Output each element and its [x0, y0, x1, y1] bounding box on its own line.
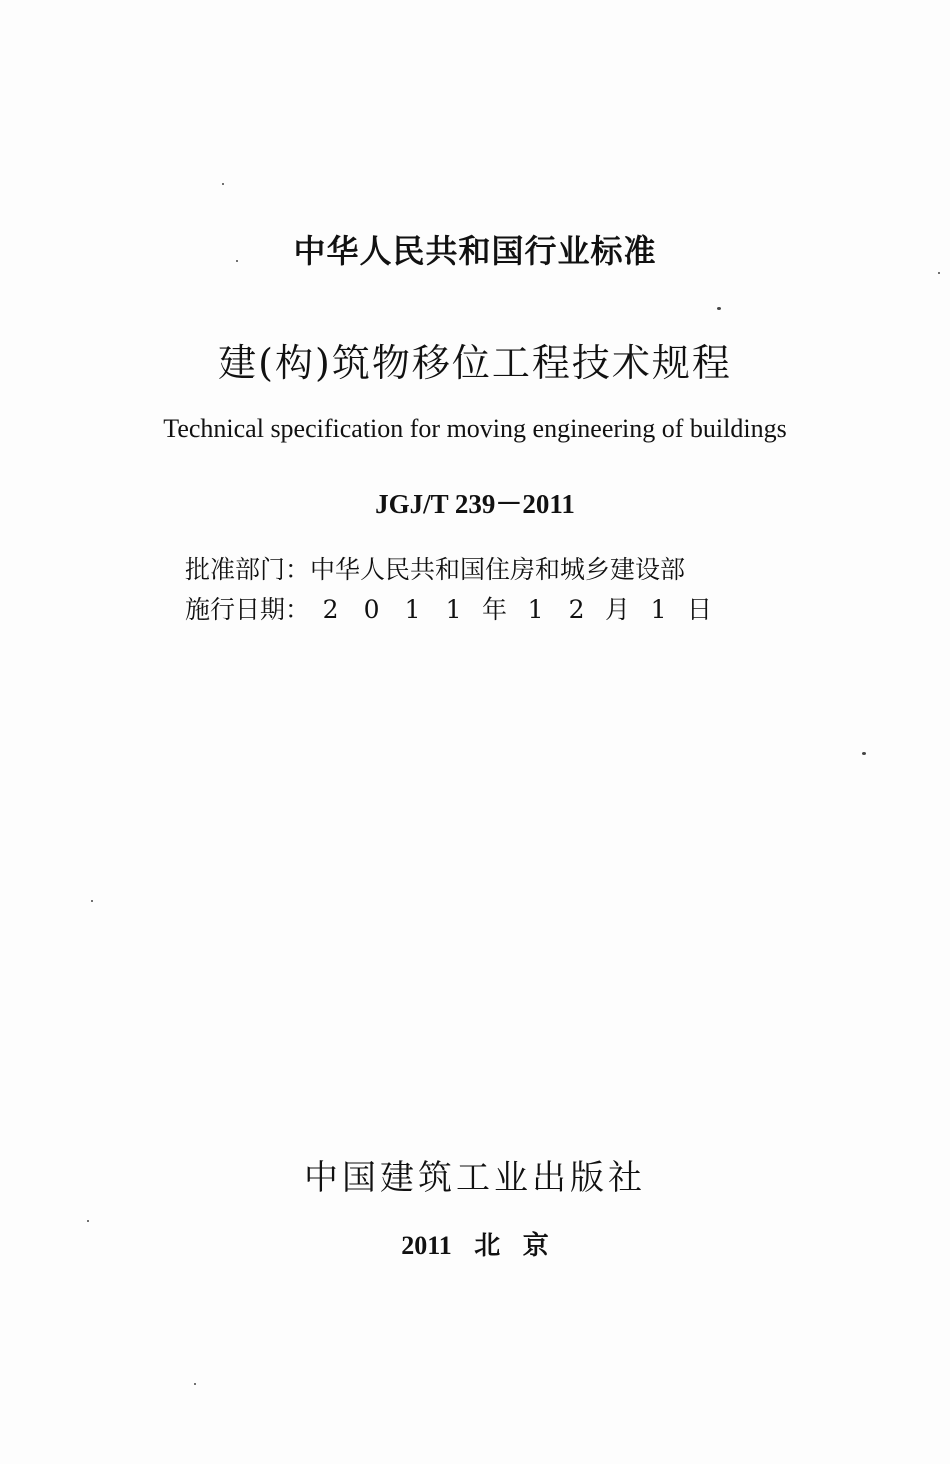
scan-speck — [236, 260, 238, 262]
standard-code: JGJ/T 239－2011 — [375, 489, 575, 519]
effective-date-glyph: 1 — [650, 595, 667, 624]
title-english: Technical specification for moving engineering of buildings — [163, 414, 787, 443]
scan-speck — [222, 183, 224, 185]
scan-speck — [91, 900, 93, 902]
scan-speck — [717, 307, 721, 310]
scan-speck — [862, 752, 866, 755]
approval-department-label: 批准部门： — [185, 555, 311, 584]
scan-speck — [194, 1383, 196, 1385]
effective-date-glyph: 年 — [482, 595, 508, 624]
effective-date-glyph: 日 — [687, 595, 713, 624]
effective-date-glyph: 月 — [605, 595, 631, 624]
publisher-name: 中国建筑工业出版社 — [304, 1158, 646, 1198]
scan-speck — [87, 1220, 89, 1222]
effective-date-glyph: 2 — [322, 595, 339, 624]
approval-department-value: 中华人民共和国住房和城乡建设部 — [310, 555, 686, 584]
publication-year-place: 2011 北 京 — [401, 1231, 549, 1260]
effective-date-glyph: 2 — [568, 595, 585, 624]
effective-date-glyph: 0 — [363, 595, 380, 624]
effective-date-glyph: 1 — [445, 595, 462, 624]
scan-speck — [938, 272, 940, 274]
standard-category: 中华人民共和国行业标准 — [293, 232, 657, 270]
effective-date-glyph: 1 — [527, 595, 544, 624]
approval-department-row — [185, 550, 685, 586]
title-chinese: 建(构)筑物移位工程技术规程 — [218, 341, 732, 385]
effective-date-label: 施行日期： — [185, 595, 311, 624]
effective-date-value — [310, 590, 720, 626]
effective-date-glyph: 1 — [404, 595, 421, 624]
effective-date-row — [185, 590, 720, 626]
